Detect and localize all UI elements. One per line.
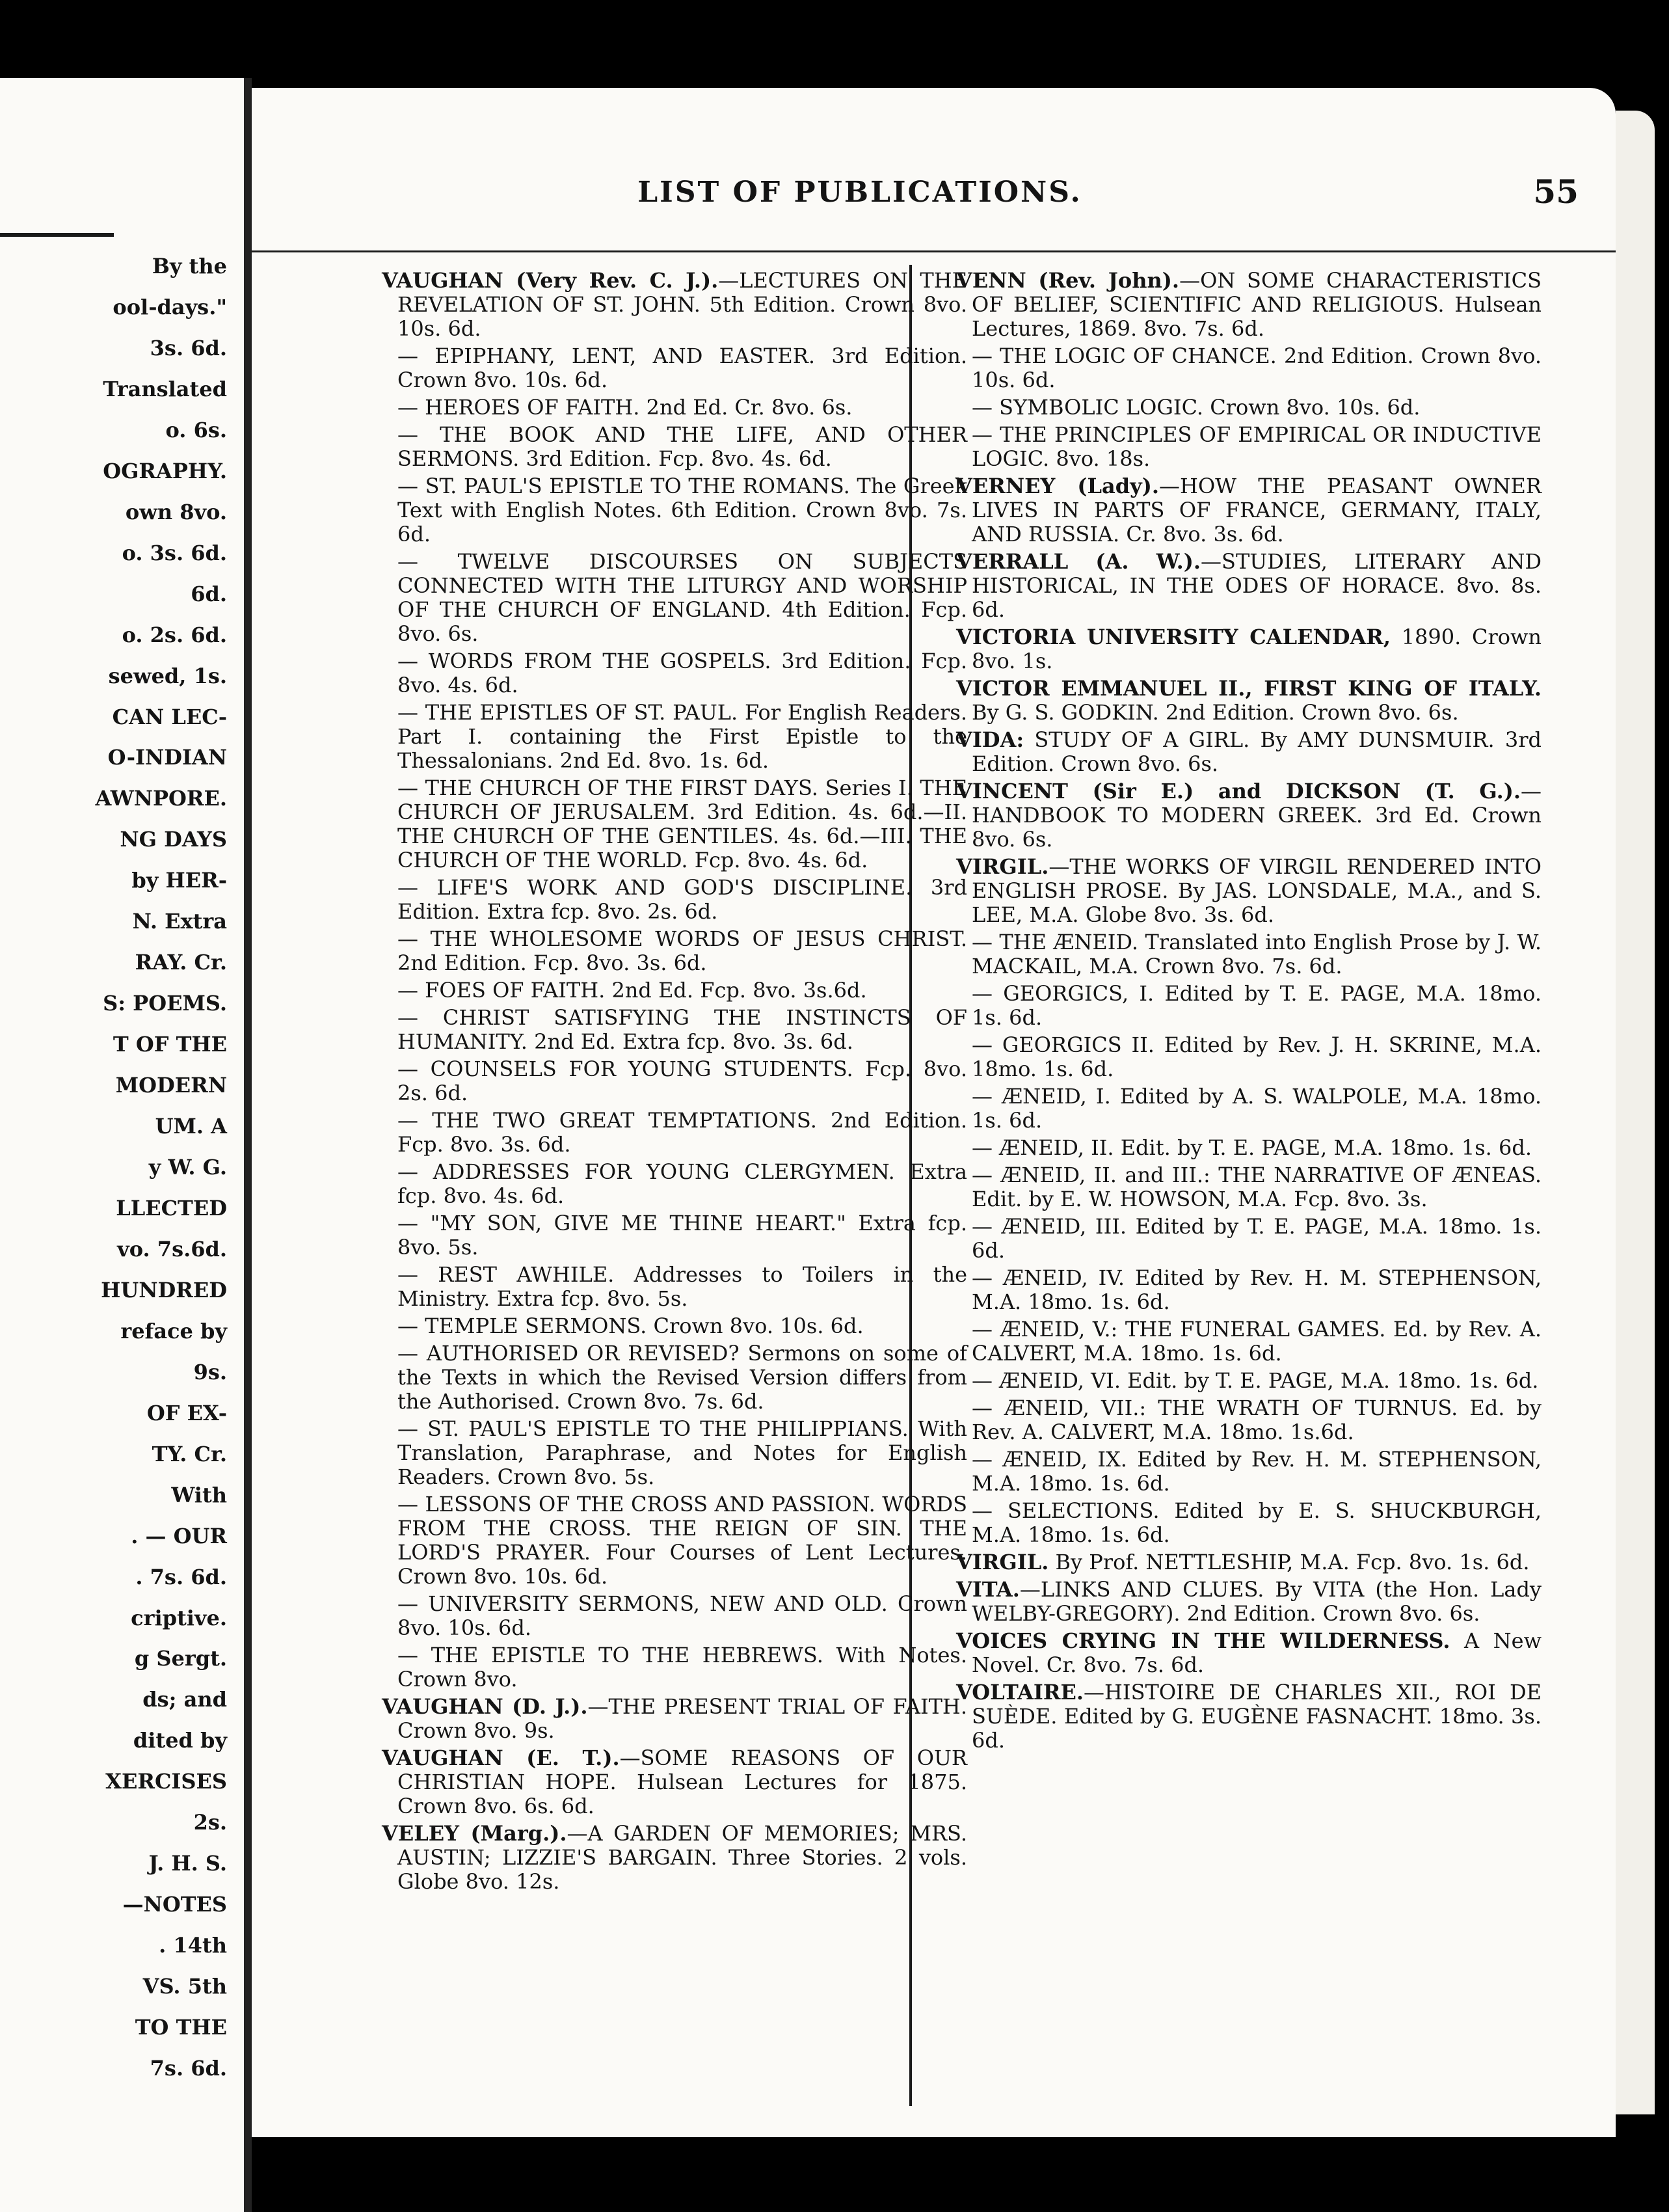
catalogue-entry <box>956 396 1542 420</box>
entry-text: — SELECTIONS. Edited by E. S. SHUCKBURGH, M.A. 18mo. 1s. 6d. <box>972 1498 1542 1547</box>
facing-page-line: J. H. S. <box>148 1851 227 1876</box>
entry-text: —HANDBOOK TO MODERN GREEK. 3rd Ed. Crown 8vo. 6s. <box>972 779 1542 852</box>
facing-page-line: —NOTES <box>122 1892 227 1917</box>
catalogue-entry <box>956 1266 1542 1314</box>
facing-page-line: o. 3s. 6d. <box>122 540 227 565</box>
entry-text: — THE EPISTLES OF ST. PAUL. For English Readers. Part I. containing the First Epistle to the Thessalonians. 2nd Ed. 8vo. 1s. 6d. <box>397 700 967 773</box>
catalogue-entry <box>956 625 1542 673</box>
catalogue-entry <box>956 1163 1542 1211</box>
catalogue-entry <box>956 1317 1542 1366</box>
catalogue-entry <box>956 1448 1542 1496</box>
entry-text: —LECTURES ON THE REVELATION OF ST. JOHN. 5th Edition. Crown 8vo. 10s. 6d. <box>397 268 968 341</box>
entry-author: VIRGIL. <box>956 1550 1049 1574</box>
catalogue-entry <box>382 1314 967 1338</box>
catalogue-entry <box>382 474 967 546</box>
facing-page-line: VS. 5th <box>142 1974 227 1999</box>
facing-page-line: S: POEMS. <box>103 991 227 1016</box>
facing-page-line: g Sergt. <box>134 1646 227 1671</box>
entry-author: VELEY (Marg.). <box>382 1821 567 1846</box>
facing-page-line: o. 6s. <box>165 417 227 442</box>
entry-author: VICTOR EMMANUEL II., FIRST KING OF ITALY. <box>956 676 1542 701</box>
catalogue-entry <box>956 269 1542 341</box>
facing-page-line: 3s. 6d. <box>150 335 227 360</box>
facing-page-line: own 8vo. <box>125 499 227 524</box>
entry-text: — LESSONS OF THE CROSS AND PASSION. WORDS FROM THE CROSS. THE REIGN OF SIN. THE LORD'S PRAYER. Four Courses of Lent Lectures. Crown 8vo. 10s. 6d. <box>397 1492 967 1589</box>
entry-author: VAUGHAN (D. J.). <box>382 1694 588 1719</box>
entry-text: By G. S. GODKIN. 2nd Edition. Crown 8vo. 6s. <box>972 700 1459 725</box>
catalogue-entry <box>956 1136 1542 1160</box>
entry-text: — COUNSELS FOR YOUNG STUDENTS. Fcp. 8vo. 2s. 6d. <box>397 1057 967 1105</box>
entry-text: — UNIVERSITY SERMONS, NEW AND OLD. Crown 8vo. 10s. 6d. <box>397 1591 967 1640</box>
facing-page-line: 2s. <box>193 1810 227 1835</box>
facing-page-line: 7s. 6d. <box>150 2056 227 2081</box>
facing-page-line: With <box>171 1482 227 1507</box>
catalogue-entry <box>382 1592 967 1640</box>
entry-text: — WORDS FROM THE GOSPELS. 3rd Edition. Fcp. 8vo. 4s. 6d. <box>397 649 967 697</box>
facing-page-line: Translated <box>103 376 227 401</box>
facing-page-line: TO THE <box>135 2015 227 2040</box>
entry-text: —A GARDEN OF MEMORIES; MRS. AUSTIN; LIZZIE'S BARGAIN. Three Stories. 2 vols. Globe 8vo. 12s. <box>397 1821 968 1894</box>
entry-text: — REST AWHILE. Addresses to Toilers in the Ministry. Extra fcp. 8vo. 5s. <box>397 1262 967 1311</box>
facing-page-line: vo. 7s.6d. <box>117 1236 227 1261</box>
entry-text: — THE PRINCIPLES OF EMPIRICAL OR INDUCTIVE LOGIC. 8vo. 18s. <box>972 422 1542 471</box>
entry-text: —THE WORKS OF VIRGIL RENDERED INTO ENGLISH PROSE. By JAS. LONSDALE, M.A., and S. LEE, M.A. Globe 8vo. 3s. 6d. <box>972 854 1542 927</box>
entry-text: — THE LOGIC OF CHANCE. 2nd Edition. Crown 8vo. 10s. 6d. <box>972 344 1542 392</box>
facing-page-line: AWNPORE. <box>95 786 227 811</box>
facing-page-line: XERCISES <box>105 1769 227 1794</box>
entry-text: —HOW THE PEASANT OWNER LIVES IN PARTS OF FRANCE, GERMANY, ITALY, AND RUSSIA. Cr. 8vo. 3s. 6d. <box>972 474 1542 546</box>
catalogue-entry <box>382 701 967 773</box>
catalogue-entry <box>382 550 967 646</box>
entry-text: — GEORGICS II. Edited by Rev. J. H. SKRINE, M.A. 18mo. 1s. 6d. <box>972 1032 1542 1081</box>
catalogue-entry <box>956 1085 1542 1133</box>
catalogue-entry <box>956 1369 1542 1393</box>
catalogue-entry <box>956 474 1542 546</box>
catalogue-entry <box>382 1211 967 1260</box>
facing-page-line: by HER- <box>131 868 227 893</box>
entry-text: A New Novel. Cr. 8vo. 7s. 6d. <box>972 1628 1542 1677</box>
catalogue-entry <box>382 1160 967 1208</box>
entry-text: — THE TWO GREAT TEMPTATIONS. 2nd Edition. Fcp. 8vo. 3s. 6d. <box>397 1108 967 1157</box>
entry-text: — ÆNEID, II. Edit. by T. E. PAGE, M.A. 18mo. 1s. 6d. <box>972 1135 1532 1160</box>
catalogue-entry <box>956 1578 1542 1626</box>
catalogue-entry <box>382 1006 967 1054</box>
entry-text: — CHRIST SATISFYING THE INSTINCTS OF HUMANITY. 2nd Ed. Extra fcp. 8vo. 3s. 6d. <box>397 1005 967 1054</box>
entry-text: — LIFE'S WORK AND GOD'S DISCIPLINE. 3rd Edition. Extra fcp. 8vo. 2s. 6d. <box>397 875 967 924</box>
entry-text: — THE EPISTLE TO THE HEBREWS. With Notes. Crown 8vo. <box>397 1643 967 1692</box>
book-gutter <box>244 78 252 2212</box>
catalogue-entry <box>382 1417 967 1489</box>
catalogue-entry <box>382 649 967 697</box>
facing-page-line: 6d. <box>191 581 227 606</box>
entry-text: —HISTOIRE DE CHARLES XII., ROI DE SUÈDE. Edited by G. EUGÈNE FASNACHT. 18mo. 3s. 6d. <box>972 1680 1542 1753</box>
facing-page-line: NG DAYS <box>120 827 227 852</box>
catalogue-entry <box>956 728 1542 776</box>
facing-page-line: TY. Cr. <box>152 1441 227 1466</box>
facing-page-line: o. 2s. 6d. <box>122 622 227 647</box>
catalogue-entry <box>382 1643 967 1692</box>
page-number: 55 <box>1533 172 1579 211</box>
facing-page-line: . — OUR <box>131 1523 227 1548</box>
entry-text: — EPIPHANY, LENT, AND EASTER. 3rd Edition. Crown 8vo. 10s. 6d. <box>397 344 967 392</box>
catalogue-entry <box>382 1057 967 1105</box>
catalogue-entry <box>956 1033 1542 1081</box>
facing-page-line: HUNDRED <box>101 1277 227 1302</box>
entry-text: — THE CHURCH OF THE FIRST DAYS. Series I. THE CHURCH OF JERUSALEM. 3rd Edition. 4s. 6d.—II. THE CHURCH OF THE GENTILES. 4s. 6d.—III. THE CHURCH OF THE WORLD. Fcp. 8vo. 4s. 6d. <box>397 776 967 872</box>
facing-page-line: OF EX- <box>146 1400 227 1425</box>
entry-text: —STUDIES, LITERARY AND HISTORICAL, IN THE ODES OF HORACE. 8vo. 8s. 6d. <box>972 549 1542 622</box>
facing-page-line: . 7s. 6d. <box>135 1564 227 1589</box>
entry-text: — THE BOOK AND THE LIFE, AND OTHER SERMONS. 3rd Edition. Fcp. 8vo. 4s. 6d. <box>397 422 967 471</box>
facing-page-line: dited by <box>133 1728 227 1753</box>
entry-text: — AUTHORISED OR REVISED? Sermons on some of the Texts in which the Revised Version differs from the Authorised. Crown 8vo. 7s. 6d. <box>397 1341 967 1414</box>
facing-page-line: By the <box>152 254 227 278</box>
entry-text: — ÆNEID, VII.: THE WRATH OF TURNUS. Ed. by Rev. A. CALVERT, M.A. 18mo. 1s.6d. <box>972 1396 1542 1444</box>
entry-author: VENN (Rev. John). <box>956 268 1180 293</box>
catalogue-entry <box>956 550 1542 622</box>
facing-page-rule <box>0 233 114 237</box>
catalogue-entry <box>382 423 967 471</box>
catalogue-entry <box>382 927 967 975</box>
entry-author: VERNEY (Lady). <box>956 474 1160 498</box>
entry-text: 1890. Crown 8vo. 1s. <box>972 625 1542 673</box>
catalogue-entry <box>382 776 967 872</box>
facing-page-line: MODERN <box>115 1073 227 1098</box>
entry-text: — ÆNEID, IX. Edited by Rev. H. M. STEPHENSON, M.A. 18mo. 1s. 6d. <box>972 1447 1542 1496</box>
entry-author: VOLTAIRE. <box>956 1680 1084 1705</box>
catalogue-entry <box>956 855 1542 927</box>
catalogue-entry <box>956 344 1542 392</box>
facing-page-fragment <box>0 78 244 2212</box>
entry-text: — ÆNEID, V.: THE FUNERAL GAMES. Ed. by Rev. A. CALVERT, M.A. 18mo. 1s. 6d. <box>972 1317 1542 1366</box>
entry-author: VITA. <box>956 1577 1020 1602</box>
entry-text: — ÆNEID, VI. Edit. by T. E. PAGE, M.A. 18mo. 1s. 6d. <box>972 1368 1539 1393</box>
entry-text: — ST. PAUL'S EPISTLE TO THE PHILIPPIANS. With Translation, Paraphrase, and Notes for English Readers. Crown 8vo. 5s. <box>397 1416 967 1489</box>
catalogue-entry <box>382 1695 967 1743</box>
entry-text: — SYMBOLIC LOGIC. Crown 8vo. 10s. 6d. <box>972 395 1421 420</box>
catalogue-entry <box>382 978 967 1003</box>
catalogue-entry <box>956 423 1542 471</box>
entry-author: VOICES CRYING IN THE WILDERNESS. <box>956 1628 1450 1653</box>
entry-text: — ADDRESSES FOR YOUNG CLERGYMEN. Extra fcp. 8vo. 4s. 6d. <box>397 1159 967 1208</box>
facing-page-line: 9s. <box>193 1359 227 1384</box>
catalogue-entry <box>956 677 1542 725</box>
catalogue-page <box>252 88 1616 2137</box>
catalogue-entry <box>956 1396 1542 1444</box>
catalogue-entry <box>956 1680 1542 1753</box>
facing-page-line: reface by <box>120 1318 227 1343</box>
catalogue-entry <box>956 930 1542 978</box>
catalogue-entry <box>382 1746 967 1818</box>
entry-text: —LINKS AND CLUES. By VITA (the Hon. Lady WELBY-GREGORY). 2nd Edition. Crown 8vo. 6s. <box>972 1577 1542 1626</box>
right-column <box>956 269 1542 1756</box>
catalogue-entry <box>956 1629 1542 1677</box>
catalogue-entry <box>956 982 1542 1030</box>
entry-text: —ON SOME CHARACTERISTICS OF BELIEF, SCIENTIFIC AND RELIGIOUS. Hulsean Lectures, 1869. 8vo. 7s. 6d. <box>972 268 1542 341</box>
facing-page-line: RAY. Cr. <box>135 950 227 975</box>
facing-page-line: criptive. <box>131 1605 227 1630</box>
entry-text: — ST. PAUL'S EPISTLE TO THE ROMANS. The Greek Text with English Notes. 6th Edition. Crown 8vo. 7s. 6d. <box>397 474 967 546</box>
entry-text: — "MY SON, GIVE ME THINE HEART." Extra fcp. 8vo. 5s. <box>397 1211 967 1260</box>
catalogue-entry <box>382 344 967 392</box>
running-title: LIST OF PUBLICATIONS. <box>637 176 1082 209</box>
facing-page-line: ool-days." <box>113 294 227 319</box>
catalogue-entry <box>382 876 967 924</box>
entry-text: — ÆNEID, I. Edited by A. S. WALPOLE, M.A. 18mo. 1s. 6d. <box>972 1084 1542 1133</box>
entry-text: —THE PRESENT TRIAL OF FAITH. Crown 8vo. 9s. <box>397 1694 968 1743</box>
entry-text: — ÆNEID, IV. Edited by Rev. H. M. STEPHENSON, M.A. 18mo. 1s. 6d. <box>972 1265 1542 1314</box>
entry-text: — THE ÆNEID. Translated into English Prose by J. W. MACKAIL, M.A. Crown 8vo. 7s. 6d. <box>972 930 1542 978</box>
entry-text: — ÆNEID, II. and III.: THE NARRATIVE OF ÆNEAS. Edit. by E. W. HOWSON, M.A. Fcp. 8vo. 3s. <box>972 1163 1542 1211</box>
entry-text: By Prof. NETTLESHIP, M.A. Fcp. 8vo. 1s. 6d. <box>1048 1550 1530 1574</box>
entry-text: STUDY OF A GIRL. By AMY DUNSMUIR. 3rd Edition. Crown 8vo. 6s. <box>972 727 1542 776</box>
entry-text: — GEORGICS, I. Edited by T. E. PAGE, M.A. 18mo. 1s. 6d. <box>972 981 1542 1030</box>
catalogue-entry <box>956 1499 1542 1547</box>
facing-page-line: y W. G. <box>148 1155 227 1180</box>
catalogue-entry <box>956 779 1542 852</box>
left-column <box>382 269 967 1897</box>
catalogue-entry <box>382 1342 967 1414</box>
entry-text: — HEROES OF FAITH. 2nd Ed. Cr. 8vo. 6s. <box>397 395 853 420</box>
entry-text: — FOES OF FAITH. 2nd Ed. Fcp. 8vo. 3s.6d. <box>397 978 867 1003</box>
facing-page-line: OGRAPHY. <box>103 458 227 483</box>
catalogue-entry <box>956 1215 1542 1263</box>
facing-page-line: UM. A <box>155 1114 227 1139</box>
facing-page-line: O-INDIAN <box>107 745 227 770</box>
catalogue-entry <box>382 1492 967 1589</box>
entry-text: —SOME REASONS OF OUR CHRISTIAN HOPE. Hulsean Lectures for 1875. Crown 8vo. 6s. 6d. <box>397 1746 968 1818</box>
page-edge <box>1616 111 1655 2114</box>
entry-author: VINCENT (Sir E.) and DICKSON (T. G.). <box>956 779 1521 803</box>
facing-page-line: . 14th <box>159 1933 227 1958</box>
catalogue-entry <box>382 1109 967 1157</box>
facing-page-line: CAN LEC- <box>112 704 227 729</box>
entry-author: VIDA: <box>956 727 1024 752</box>
entry-author: VICTORIA UNIVERSITY CALENDAR, <box>956 625 1391 649</box>
facing-page-line: T OF THE <box>113 1032 227 1057</box>
entry-author: VAUGHAN (E. T.). <box>382 1746 620 1770</box>
catalogue-entry <box>382 1263 967 1311</box>
facing-page-line: ds; and <box>142 1687 227 1712</box>
entry-author: VERRALL (A. W.). <box>956 549 1201 574</box>
catalogue-entry <box>382 1822 967 1894</box>
entry-text: — TWELVE DISCOURSES ON SUBJECTS CONNECTED WITH THE LITURGY AND WORSHIP OF THE CHURCH OF ENGLAND. 4th Edition. Fcp. 8vo. 6s. <box>397 549 967 646</box>
catalogue-entry <box>382 269 967 341</box>
entry-text: — THE WHOLESOME WORDS OF JESUS CHRIST. 2nd Edition. Fcp. 8vo. 3s. 6d. <box>397 926 967 975</box>
entry-text: — ÆNEID, III. Edited by T. E. PAGE, M.A. 18mo. 1s. 6d. <box>972 1214 1542 1263</box>
entry-author: VIRGIL. <box>956 854 1049 879</box>
facing-page-line: LLECTED <box>116 1195 227 1221</box>
facing-page-line: N. Extra <box>132 909 227 934</box>
catalogue-entry <box>382 396 967 420</box>
entry-text: — TEMPLE SERMONS. Crown 8vo. 10s. 6d. <box>397 1314 864 1338</box>
entry-author: VAUGHAN (Very Rev. C. J.). <box>382 268 719 293</box>
catalogue-entry <box>956 1550 1542 1574</box>
facing-page-line: sewed, 1s. <box>108 663 227 688</box>
